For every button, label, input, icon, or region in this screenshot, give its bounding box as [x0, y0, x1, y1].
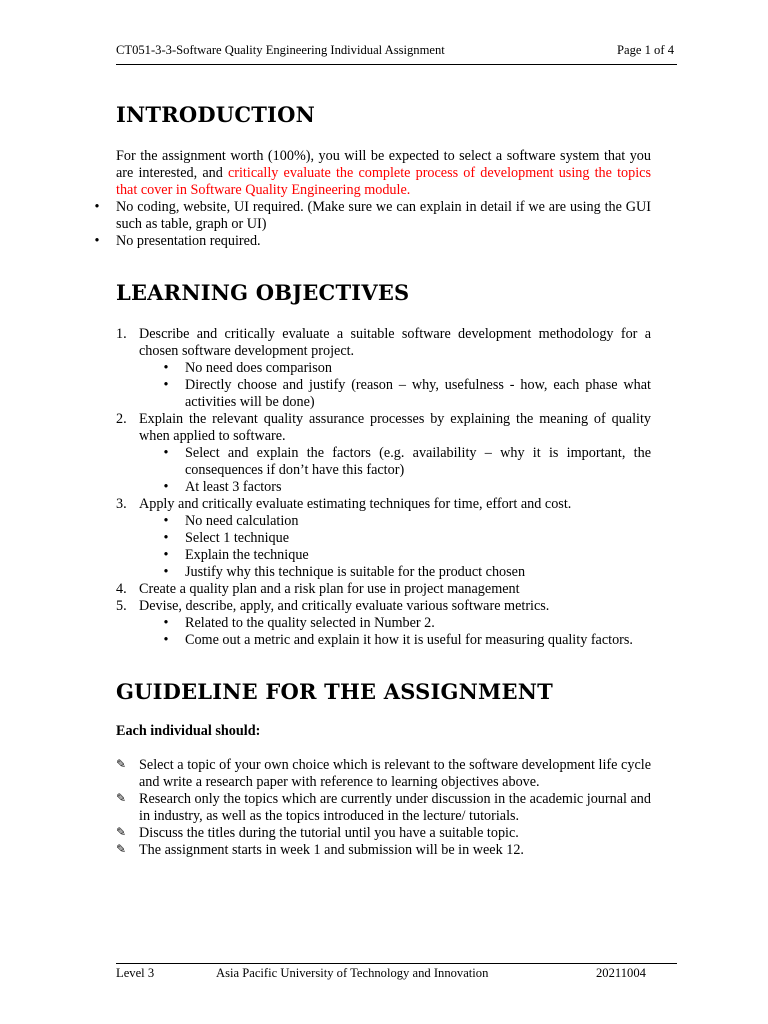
bullet-icon: • [163, 615, 169, 631]
list-item-text: No need calculation [185, 513, 299, 529]
objective-text: Apply and critically evaluate estimating techniques for time, effort and cost. [139, 496, 572, 512]
list-item-text: Select a topic of your own choice which is relevant to the software development life cycle and write a research paper with reference to learning objectives above. [139, 757, 651, 790]
introduction-text: For the assignment worth (100%), you will be expected to select a software system that you are interested, and [116, 148, 651, 181]
objective-text: Devise, describe, apply, and critically evaluate various software metrics. [139, 598, 550, 614]
footer-university: Asia Pacific University of Technology and Innovation [216, 966, 489, 980]
list-item [163, 377, 651, 411]
list-item [163, 615, 651, 632]
guideline-subheading: Each individual should: [116, 723, 261, 739]
objective-number: 3. [116, 496, 127, 512]
list-item [116, 842, 651, 859]
objective-number: 1. [116, 326, 127, 342]
list-item-text: Explain the technique [185, 547, 309, 563]
header-rule [116, 64, 677, 65]
list-item [163, 632, 651, 649]
pencil-arrow-icon: ✎ [116, 825, 127, 839]
introduction-bullet-list [94, 199, 651, 250]
objective-item [116, 598, 651, 649]
list-item [116, 791, 651, 825]
list-item-text: Select 1 technique [185, 530, 290, 546]
objective-sub-list [163, 615, 651, 649]
bullet-icon: • [163, 513, 169, 529]
list-item-text: No presentation required. [116, 233, 261, 249]
objective-number: 5. [116, 598, 127, 614]
bullet-icon: • [163, 547, 169, 563]
list-item [116, 757, 651, 791]
list-item-text: Select and explain the factors (e.g. availability – why it is important, the consequences if don’t have this factor) [185, 445, 651, 478]
list-item [94, 233, 651, 250]
bullet-icon: • [163, 632, 169, 648]
guideline-heading: GUIDELINE FOR THE ASSIGNMENT [116, 679, 553, 704]
bullet-icon: • [94, 233, 100, 249]
bullet-icon: • [163, 377, 169, 393]
list-item-text: At least 3 factors [185, 479, 282, 495]
list-item-text: The assignment starts in week 1 and submission will be in week 12. [139, 842, 524, 858]
bullet-icon: • [163, 360, 169, 376]
list-item [116, 825, 651, 842]
list-item-text: Justify why this technique is suitable for the product chosen [185, 564, 526, 580]
list-item [94, 199, 651, 233]
document-body [94, 102, 651, 859]
objective-item [116, 581, 651, 598]
footer-document-code: 20211004 [596, 966, 646, 980]
list-item [163, 547, 651, 564]
bullet-icon: • [163, 479, 169, 495]
objective-sub-list [163, 360, 651, 411]
list-item-text: Related to the quality selected in Number 2. [185, 615, 435, 631]
objective-sub-list [163, 513, 651, 581]
objective-item [116, 326, 651, 411]
list-item-text: Come out a metric and explain it how it is useful for measuring quality factors. [185, 632, 633, 648]
objective-item [116, 411, 651, 496]
pencil-arrow-icon: ✎ [116, 791, 127, 805]
guideline-list [116, 757, 651, 859]
header-course-title: CT051-3-3-Software Quality Engineering Individual Assignment [116, 43, 445, 57]
objective-text: Describe and critically evaluate a suitable software development methodology for a chosen software development project. [139, 326, 651, 359]
objective-text: Create a quality plan and a risk plan for use in project management [139, 581, 520, 597]
bullet-icon: • [94, 199, 100, 215]
header-page-number: Page 1 of 4 [616, 43, 674, 57]
objective-sub-list [163, 445, 651, 496]
objective-number: 2. [116, 411, 127, 427]
learning-objectives-heading: LEARNING OBJECTIVES [116, 280, 410, 305]
list-item [163, 445, 651, 479]
introduction-paragraph [116, 148, 651, 199]
list-item [163, 479, 651, 496]
bullet-icon: • [163, 530, 169, 546]
list-item-text: No need does comparison [185, 360, 332, 376]
pencil-arrow-icon: ✎ [116, 757, 127, 771]
pencil-arrow-icon: ✎ [116, 842, 127, 856]
footer-rule [116, 963, 677, 964]
list-item-text: No coding, website, UI required. (Make sure we can explain in detail if we are using the GUI such as table, graph or UI) [116, 199, 651, 232]
list-item [163, 564, 651, 581]
objective-text: Explain the relevant quality assurance processes by explaining the meaning of quality when applied to software. [139, 411, 651, 444]
introduction-highlight-text: critically evaluate the complete process of development using the topics that cover in Software Quality Engineering module. [116, 165, 651, 198]
learning-objectives-list [116, 326, 651, 649]
bullet-icon: • [163, 564, 169, 580]
list-item [163, 530, 651, 547]
introduction-heading: INTRODUCTION [116, 102, 315, 127]
list-item [163, 360, 651, 377]
list-item [163, 513, 651, 530]
list-item-text: Discuss the titles during the tutorial until you have a suitable topic. [139, 825, 519, 841]
list-item-text: Research only the topics which are currently under discussion in the academic journal and in industry, as well as the topics introduced in the lecture/ tutorials. [139, 791, 651, 824]
footer-level: Level 3 [116, 966, 155, 980]
list-item-text: Directly choose and justify (reason – why, usefulness - how, each phase what activities will be done) [185, 377, 651, 410]
objective-number: 4. [116, 581, 127, 597]
objective-item [116, 496, 651, 581]
page-header [116, 43, 674, 58]
bullet-icon: • [163, 445, 169, 461]
